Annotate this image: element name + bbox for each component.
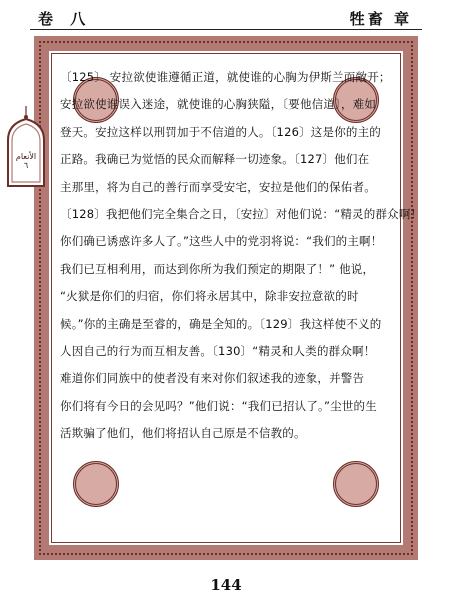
- frame-corner-ornament: [73, 461, 119, 507]
- text-line: 难道你们同族中的使者没有来对你们叙述我的迹象，并警告: [60, 371, 365, 386]
- verse-text-block: [60, 64, 423, 448]
- text-line: 〔128〕我把他们完全集合之日，〔安拉〕对他们说：“精灵的群众啊！: [60, 207, 423, 222]
- badge-surah-name: الأنعام: [15, 152, 37, 161]
- text-line: 候。”你的主确是至睿的，确是全知的。〔129〕我这样使不义的: [60, 316, 382, 331]
- volume-label: 卷 八: [38, 10, 92, 28]
- text-line: 正路。我确已为觉悟的民众而解释一切迹象。〔127〕他们在: [60, 152, 370, 167]
- text-line: 活欺骗了他们，他们将招认自己原是不信教的。: [60, 426, 306, 441]
- text-line: 主那里，将为自己的善行而享受安宅，安拉是他们的保佑者。: [60, 179, 376, 194]
- text-line: 人因自己的行为而互相友善。〔130〕“精灵和人类的群众啊！: [60, 344, 376, 359]
- page-number: 144: [210, 576, 242, 594]
- frame-corner-ornament: [333, 461, 379, 507]
- text-line: 安拉欲使谁误入迷途，就使谁的心胸狭隘，〔要他信道〕，难如: [60, 97, 377, 112]
- text-line: 我们已互相利用，而达到你所为我们预定的期限了！” 他说，: [60, 261, 375, 276]
- badge-arabic-text: [10, 152, 42, 170]
- text-line: “火狱是你们的归宿，你们将永居其中，除非安拉意欲的时: [60, 289, 359, 304]
- chapter-title: 牲畜 章: [349, 10, 412, 28]
- arch-icon: [6, 106, 46, 188]
- text-line: 你们将有今日的会见吗？”他们说：“我们已招认了。”尘世的生: [60, 398, 377, 413]
- text-line: 〔125〕 安拉欲使谁遵循正道，就使谁的心胸为伊斯兰而敞开；: [60, 70, 391, 84]
- text-line: 你们确已诱惑许多人了。”这些人中的党羽将说：“我们的主啊！: [60, 234, 383, 249]
- badge-surah-number: ٦: [23, 161, 29, 170]
- text-line: 登天。安拉这样以刑罚加于不信道的人。〔126〕这是你的主的: [60, 124, 381, 139]
- header-rule: [30, 29, 422, 30]
- chapter-badge: [6, 106, 46, 188]
